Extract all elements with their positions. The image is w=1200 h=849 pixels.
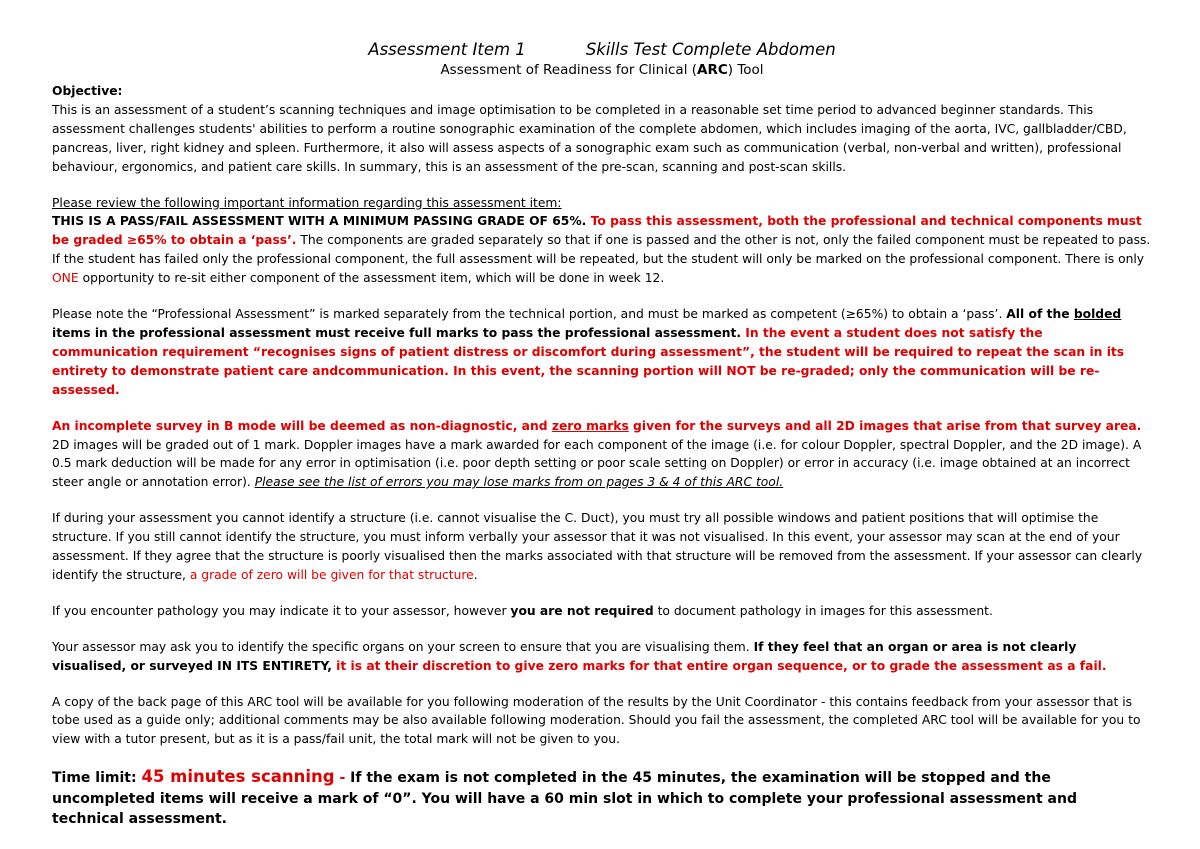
title-assessment-item: Assessment Item 1 — [368, 40, 526, 59]
pathology-text-end: to document pathology in images for this assessment. — [653, 603, 993, 618]
time-limit-dash: - — [334, 770, 351, 787]
objective-heading: Objective: — [52, 84, 123, 98]
organs-bold: If they feel that an organ or area is not clearly visualised, or surveyed IN ITS ENTIRETY, — [52, 639, 1077, 673]
professional-bolded: bolded — [1073, 307, 1122, 322]
pass-fail-text: The components are graded separately so that if one is passed and the other is not, only the failed component must be repeated to pass. If the student has failed only the professional component, the full assessment will be repeated, but the student will only be marked on the professional component. There is only — [52, 233, 1151, 267]
time-limit-paragraph — [52, 767, 1152, 830]
review-heading: Please review the following important information regarding this assessment item: — [52, 195, 562, 210]
pathology-paragraph — [52, 602, 1152, 621]
document-page — [52, 40, 1152, 844]
identify-paragraph — [52, 509, 1152, 585]
subtitle-text: Assessment of Readiness for Clinical ( — [440, 62, 697, 78]
bmode-red-1: An incomplete survey in B mode will be deemed as non-diagnostic, and — [52, 418, 552, 433]
objective-paragraph: This is an assessment of a student’s scanning techniques and image optimisation to be completed in a reasonable set time period to advanced beginner standards. This assessment challenges students' abilities to perform a routine sonographic examination of the complete abdomen, which includes imaging of the aorta, IVC, gallbladder/CBD, pancreas, liver, right kidney and spleen. Furthermore, it also will assess aspects of a sonographic exam such as communication (verbal, non-verbal and written), professional behaviour, ergonomics, and patient care skills. In summary, this is an assessment of the pre-scan, scanning and post-scan skills. — [52, 102, 1127, 174]
organs-paragraph — [52, 638, 1152, 676]
professional-bold-1: All of the — [1006, 307, 1074, 322]
zero-marks: zero marks — [551, 418, 629, 433]
zero-grade-structure: a grade of zero will be given for that structure — [189, 567, 474, 582]
professional-bold-2: items in the professional assessment must receive full marks to pass the professional assessment. — [52, 325, 741, 340]
organs-text: Your assessor may ask you to identify the specific organs on your screen to ensure that you are visualising them. — [52, 639, 754, 654]
bmode-red-2: given for the surveys and all 2D images that arise from that survey area. — [628, 418, 1142, 433]
time-limit-duration: 45 minutes scanning — [141, 767, 335, 787]
communication-requirement: In the event a student does not satisfy the communication requirement “recognises signs of patient distress or discomfort during assessment”, the student will be required to repeat the scan in its entirety to demonstrate patient care andcommunication. In this event, the scanning portion will NOT be re-graded; only the communication will be re-assessed. — [52, 325, 1125, 397]
identify-text: If during your assessment you cannot identify a structure (i.e. cannot visualise the C. Duct), you must try all possible windows and patient positions that will optimise the structure. If you still cannot identify the structure, you must inform verbally your assessor that it was not visualised. In this event, your assessor may scan at the end of your assessment. If they agree that the structure is poorly visualised then the marks associated with that structure will be removed from the assessment. If your assessor can clearly identify the structure, — [52, 511, 1143, 582]
one-opportunity: ONE — [52, 271, 79, 286]
bmode-paragraph — [52, 417, 1152, 493]
pass-requirement: To pass this assessment, both the professional and technical components must be graded ≥65% to obtain a ‘pass’. — [52, 214, 1142, 248]
subtitle-tool: ) Tool — [727, 62, 764, 78]
document-title — [52, 40, 1152, 60]
subtitle-arc: ARC — [697, 62, 728, 78]
professional-paragraph — [52, 305, 1152, 400]
pass-fail-paragraph — [52, 212, 1152, 288]
pass-fail-caps: THIS IS A PASS/FAIL ASSESSMENT WITH A MINIMUM PASSING GRADE OF 65%. — [52, 214, 587, 229]
document-subtitle — [52, 60, 1152, 80]
title-skills-test: Skills Test Complete Abdomen — [585, 40, 836, 59]
errors-list-reference: Please see the list of errors you may lose marks from on pages 3 & 4 of this ARC tool. — [254, 475, 784, 490]
pathology-text: If you encounter pathology you may indicate it to your assessor, however — [52, 603, 511, 618]
identify-end: . — [473, 567, 478, 582]
copy-paragraph: A copy of the back page of this ARC tool will be available for you following moderation of the results by the Unit Coordinator - this contains feedback from your assessor that is tobe used as a guide only; additional comments may be also available following moderation. Should you fail the assessment, the completed ARC tool will be available for you to view with a tutor present, but as it is a pass/fail unit, the total mark will not be given to you. — [52, 694, 1141, 747]
organs-discretion: it is at their discretion to give zero marks for that entire organ sequence, or to grade the assessment as a fail. — [331, 658, 1107, 673]
bmode-text: 2D images will be graded out of 1 mark. Doppler images have a mark awarded for each component of the image (i.e. for colour Doppler, spectral Doppler, and the 2D image). A 0.5 mark deduction will be made for any error in optimisation (i.e. poor depth setting or poor scale setting on Doppler) or error in accuracy (i.e. image obtained at an incorrect steer angle or annotation error). — [52, 437, 1142, 490]
time-limit-text: If the exam is not completed in the 45 minutes, the examination will be stopped and the uncompleted items will receive a mark of “0”. You will have a 60 min slot in which to complete your professional assessment and technical assessment. — [52, 770, 1077, 828]
time-limit-label: Time limit: — [52, 770, 142, 787]
not-required: you are not required — [510, 603, 654, 618]
professional-text: Please note the “Professional Assessment” is marked separately from the technical portion, and must be marked as competent (≥65%) to obtain a ‘pass’. — [52, 307, 1007, 322]
pass-fail-text-end: opportunity to re-sit either component of the assessment item, which will be done in week 12. — [78, 271, 665, 286]
